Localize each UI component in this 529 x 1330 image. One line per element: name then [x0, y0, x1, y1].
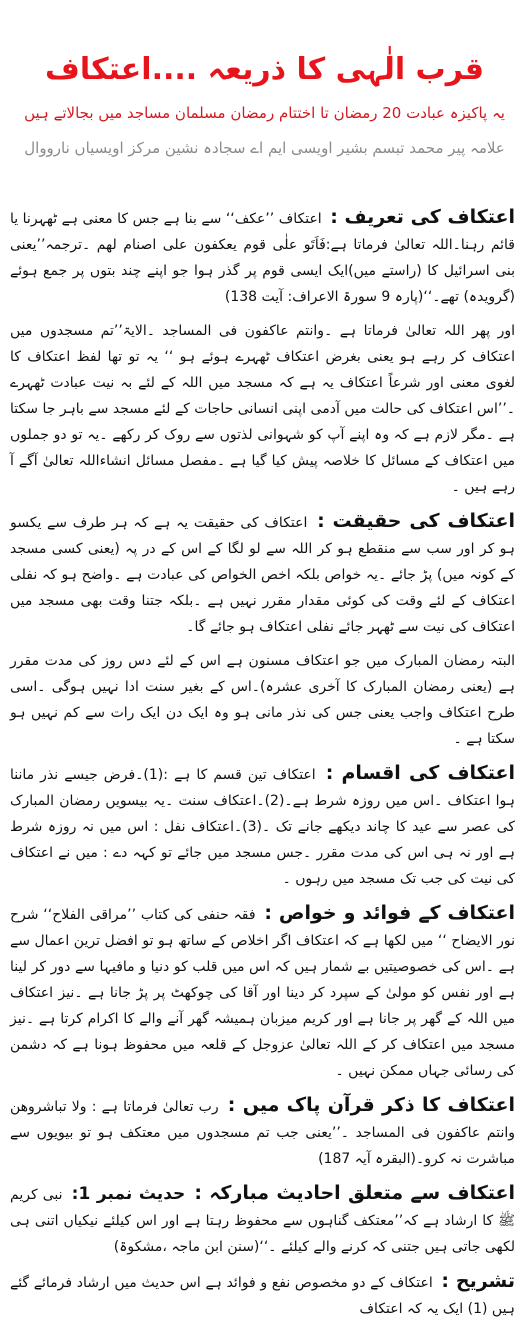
section-heading: اعتکاف کی حقیقت : — [317, 510, 515, 532]
section-benefits — [10, 900, 515, 1084]
section-heading: تشریح : — [441, 1270, 516, 1292]
section-text: اعتکاف تین قسم کا ہے :(1)۔فرض جیسے نذر ماننا ہوا اعتکاف ۔اس میں روزہ شرط ہے۔(2)۔اعتکاف سنت ۔یہ بیسویں رمضان المبارک کی عصر سے عید کا چاند دیکھے جانے تک ۔(3)۔اعتکاف نفل : اس میں نہ روزہ شرط ہے اور نہ ہی اس کی مدت مقرر ۔جس مسجد میں جائے تو کہہ دے : میں نے اعتکاف کی نیت کی جب تک مسجد میں رہوں ۔ — [10, 767, 515, 887]
section-reality — [10, 508, 515, 640]
section-text: اعتکاف کے دو مخصوص نفع و فوائد ہے اس حدیث میں ارشاد فرمائے گئے ہیں (1) ایک یہ کہ اعتکاف — [10, 1275, 515, 1317]
article-subtitle: یہ پاکیزہ عبادت 20 رمضان تا اختتام رمضان مسلمان مساجد میں بجالاتے ہیں — [24, 104, 505, 122]
article-body — [10, 200, 515, 1330]
section-quran — [10, 1092, 515, 1172]
hadith-number-label: حدیث نمبر 1: — [71, 1184, 186, 1204]
section-text: البتہ رمضان المبارک میں جو اعتکاف مسنون ہے اس کے لئے دس روز کی مدت مقرر ہے (یعنی رمضان المبارک کا آخری عشرہ)۔اس کے بغیر سنت ادا نہیں ہوگی ۔اسی طرح اعتکاف واجب یعنی جس کی نذر مانی ہو وہ ایک دن ایک رات سے کم نہیں ہو سکتا ہے ۔ — [10, 653, 515, 747]
section-text: اعتکاف کی حقیقت یہ ہے کہ ہر طرف سے یکسو ہو کر اور سب سے منقطع ہو کر اللہ سے لو لگا کے اس کے در پہ (یعنی کسی مسجد کے کونہ میں) پڑ جائے ۔یہ خواص بلکہ اخص الخواص کی عبادت ہے ۔واضح ہو کہ نفلی اعتکاف کے لئے وقت کی کوئی مقدار مقرر نہیں ہے ۔بلکہ جتنا وقت بھی مسجد میں اعتکاف کی نیت سے ٹھہر جائے نفلی اعتکاف ہو جائے گا۔ — [10, 515, 515, 635]
section-hadith — [10, 1180, 515, 1260]
article-title: قرب الٰہی کا ذریعہ ....اعتکاف — [44, 52, 485, 87]
section-heading: اعتکاف کی اقسام : — [325, 762, 515, 784]
section-text: نبی کریم ﷺ کا ارشاد ہے کہ’’معتکف گناہوں سے محفوظ رہتا ہے اور اس کیلئے نیکیاں اتنی ہی لکھی جاتی ہیں جتنی کہ کرنے والے کیلئے ۔‘‘(سنن ابن ماجہ ،مشکوۃ) — [10, 1187, 515, 1255]
article-author: علامہ پیر محمد تبسم بشیر اویسی ایم اے سجادہ نشین مرکز اویسیاں نارووال — [24, 139, 505, 157]
section-heading: اعتکاف کی تعریف : — [330, 206, 516, 228]
section-reality-continued — [10, 648, 515, 752]
section-text: فقہ حنفی کی کتاب ’’مراقی الفلاح‘‘ شرح نور الایضاح ‘‘ میں لکھا ہے کہ اعتکاف اگر اخلاص کے ساتھ ہو تو افضل ترین اعمال سے ہے ۔اس کی خصوصیتیں بے شمار ہیں کہ اس میں قلب کو دنیا و مافیہا سے دور کر لینا ہے اور نفس کو مولیٰ کے سپرد کر دینا اور آقا کی چوکھٹ پر پڑ جانا ہے ۔نیز اعتکاف میں اللہ کے گھر پر جانا ہے اور کریم میزبان ہمیشہ گھر آنے والے کا اکرام کرتا ہے ۔نیز مسجد میں اعتکاف کر کے اللہ تعالیٰ عزوجل کے قلعہ میں محفوظ ہونا ہے کہ دشمن کی رسائی جہاں ممکن نہیں ۔ — [10, 907, 515, 1079]
section-text: اعتکاف ’’عکف‘‘ سے بنا ہے جس کا معنی ہے ٹھہرنا یا قائم رہنا۔اللہ تعالیٰ فرماتا ہے:فَاَتَو علٰی قوم یعکفون علی اصنام لھم ۔ترجمہ’’یعنی بنی اسرائیل کا (راستے میں)ایک ایسی قوم پر گذر ہوا جو اپنے چند بتوں پر جمع ہوئے (گرویدہ) تھے۔‘‘(پارہ 9 سورۃ الاعراف: آیت 138) — [10, 211, 515, 305]
section-types — [10, 760, 515, 892]
section-definition-continued — [10, 318, 515, 500]
section-definition — [10, 204, 515, 310]
section-heading: اعتکاف کے فوائد و خواص : — [264, 902, 515, 924]
section-text: اور پھر اللہ تعالیٰ فرماتا ہے ۔وانتم عاکفون فی المساجد ۔الایۃ’’تم مسجدوں میں اعتکاف کر رہے ہو یعنی بغرض اعتکاف ٹھہرے ہوئے ہو ‘‘ یہ تو تھا لفظ اعتکاف کا لغوی معنی اور شرعاً اعتکاف یہ ہے کہ مسجد میں اللہ کے لئے بہ نیت عبادت ٹھہرے ۔’’اس اعتکاف کی حالت میں آدمی اپنی انسانی حاجات کے لئے مسجد سے باہر جا سکتا ہے ۔مگر لازم ہے کہ وہ اپنے آپ کو شہوانی لذتوں سے روک کر رکھے ۔یہ تو دو جملوں میں اعتکاف کے مسائل کا خلاصہ پیش کیا گیا ہے ۔مفصل مسائل انشاءاللہ تعالیٰ آگے آ رہے ہیں ۔ — [10, 323, 515, 495]
section-heading: اعتکاف کا ذکر قرآن پاک میں : — [227, 1094, 515, 1116]
section-explanation — [10, 1268, 515, 1322]
section-text: رب تعالیٰ فرماتا ہے : ولا تباشروھن وانتم عاکفون فی المساجد ۔’’یعنی جب تم مسجدوں میں معتکف ہو تو بیویوں سے مباشرت نہ کرو۔(البقرہ آیہ 187) — [10, 1099, 515, 1167]
section-heading: اعتکاف سے متعلق احادیث مبارکہ : — [194, 1182, 516, 1204]
